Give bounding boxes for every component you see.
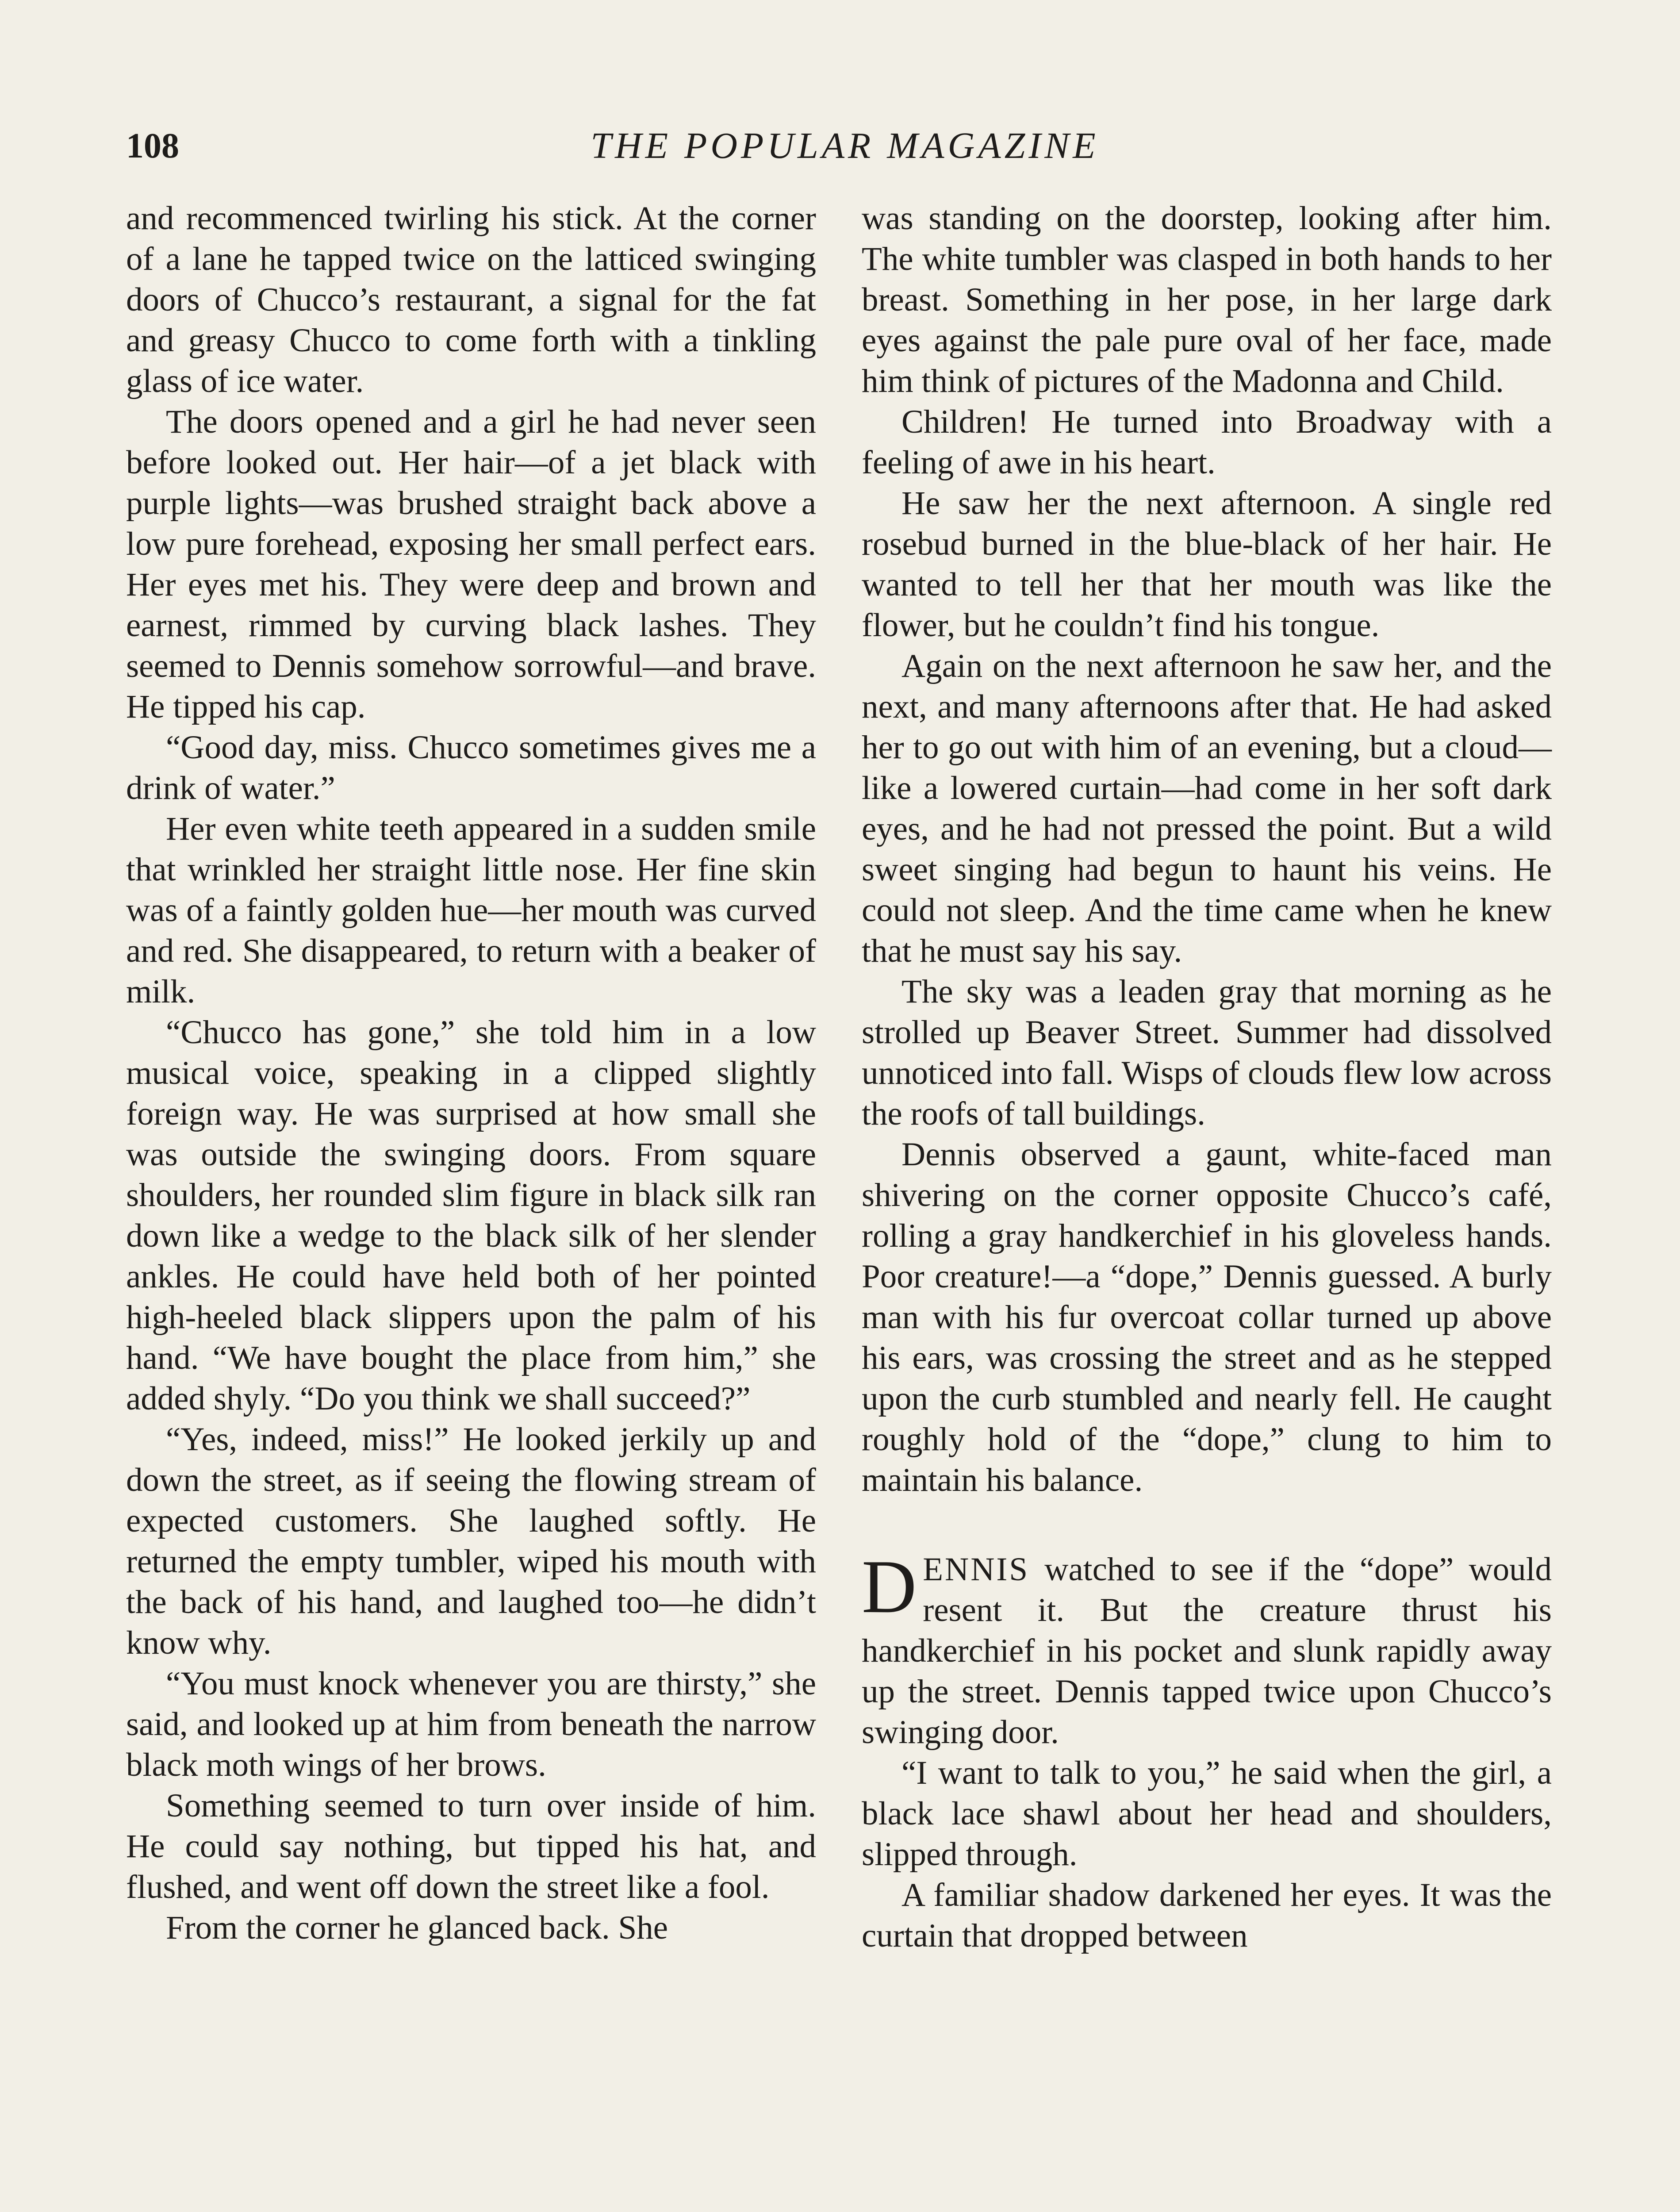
paragraph: Her even white teeth appeared in a sudden smile that wrinkled her straight little nose. Her fine skin was of a faintly golden hue—her mouth was curved and red. She disappeared, to return with a beaker of milk. <box>126 810 816 1010</box>
paragraph: “Yes, indeed, miss!” He looked jerkily up and down the street, as if seeing the flowing stream of expected customers. She laughed softly. He returned the empty tumbler, wiped his mouth with the back of his hand, and laughed too—he didn’t know why. <box>126 1421 816 1661</box>
paragraph: was standing on the doorstep, looking after him. The white tumbler was clasped in both hands to her breast. Something in her pose, in her large dark eyes against the pale pure oval of her face, made him think of pictures of the Madonna and Child. <box>862 200 1552 399</box>
paragraph: “Good day, miss. Chucco sometimes gives me a drink of water.” <box>126 729 816 806</box>
paragraph: A familiar shadow darkened her eyes. It was the curtain that dropped between <box>862 1877 1552 1954</box>
paragraph: From the corner he glanced back. She <box>166 1909 668 1946</box>
section-opening-paragraph <box>862 1545 1552 1753</box>
paragraph: “Chucco has gone,” she told him in a low musical voice, speaking in a clipped slightly foreign way. He was surprised at how small she was outside the swinging doors. From square shoulders, her rounded slim figure in black silk ran down like a wedge to the black silk of her slender ankles. He could have held both of her pointed high-heeled black slippers upon the palm of his hand. “We have bought the place from him,” she added shyly. “Do you think we shall succeed?” <box>126 1014 816 1417</box>
small-caps-word: ENNIS <box>923 1551 1030 1588</box>
left-column <box>126 198 816 1948</box>
page-number: 108 <box>126 127 179 165</box>
paragraph: “I want to talk to you,” he said when the girl, a black lace shawl about her head and shoulders, slipped through. <box>862 1755 1552 1873</box>
drop-cap: D <box>862 1545 917 1629</box>
paragraph: and recommenced twirling his stick. At the corner of a lane he tapped twice on the latticed swinging doors of Chucco’s restaurant, a signal for the fat and greasy Chucco to come forth with a tinkling glass of ice water. <box>126 200 816 399</box>
paragraph: Something seemed to turn over inside of him. He could say nothing, but tipped his hat, and flushed, and went off down the street like a fool. <box>126 1787 816 1905</box>
right-column <box>862 198 1552 1956</box>
paragraph: Dennis observed a gaunt, white-faced man shivering on the corner opposite Chucco’s café, rolling a gray handkerchief in his gloveless hands. Poor creature!—a “dope,” Dennis guessed. A burly man with his fur overcoat collar turned up above his ears, was crossing the street and as he stepped upon the curb stumbled and nearly fell. He caught roughly hold of the “dope,” clung to him to maintain his balance. <box>862 1136 1552 1498</box>
paragraph: The doors opened and a girl he had never seen before looked out. Her hair—of a jet black with purple lights—was brushed straight back above a low pure forehead, exposing her small perfect ears. Her eyes met his. They were deep and brown and earnest, rimmed by curving black lashes. They seemed to Dennis somehow sorrowful—and brave. He tipped his cap. <box>126 403 816 725</box>
magazine-title: THE POPULAR MAGAZINE <box>591 125 1099 166</box>
paragraph: Again on the next afternoon he saw her, and the next, and many afternoons after that. He had asked her to go out with him of an evening, but a cloud—like a lowered curtain—had come in her soft dark eyes, and he had not pressed the point. But a wild sweet singing had begun to haunt his veins. He could not sleep. And the time came when he knew that he must say his say. <box>862 648 1552 969</box>
paragraph: “You must knock whenever you are thirsty,” she said, and looked up at him from beneath the narrow black moth wings of her brows. <box>126 1665 816 1783</box>
section-break <box>862 1501 1552 1549</box>
page-header <box>126 119 1564 173</box>
paragraph: The sky was a leaden gray that morning as he strolled up Beaver Street. Summer had dissolved unnoticed into fall. Wisps of clouds flew low across the roofs of tall buildings. <box>862 973 1552 1132</box>
paragraph: Children! He turned into Broadway with a feeling of awe in his heart. <box>862 403 1552 481</box>
paragraph-text: watched to see if the “dope” would resent it. But the creature thrust his handkerchief in his pocket and slunk rapidly away up the street. Dennis tapped twice upon Chucco’s swinging door. <box>862 1551 1552 1751</box>
paragraph: He saw her the next afternoon. A single red rosebud burned in the blue-black of her hair. He wanted to tell her that her mouth was like the flower, but he couldn’t find his tongue. <box>862 485 1552 644</box>
